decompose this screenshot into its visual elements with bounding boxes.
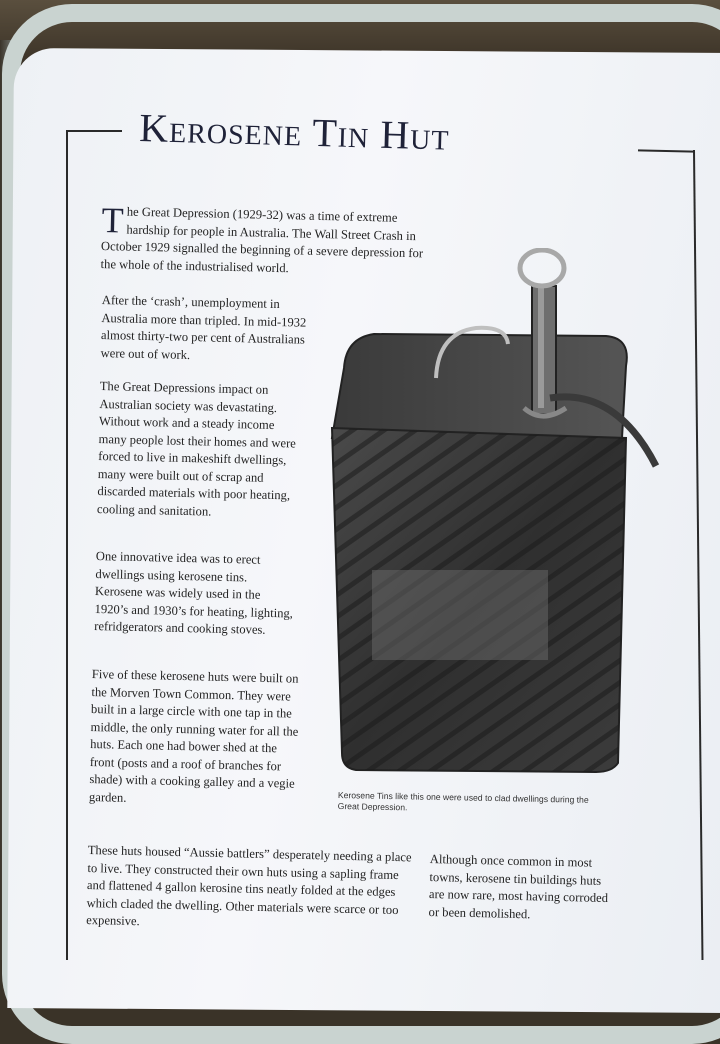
photo-caption: Kerosene Tins like this one were used to clad dwellings during the Great Depression.: [337, 790, 589, 813]
paragraph-kerosene-tins: One innovative idea was to erect dwellings using kerosene tins. Kerosene was widely used in the 1920’s and 1930’s for heating, lighting, refridgerators and cooking stoves.: [94, 548, 294, 637]
border-side-left: [66, 130, 68, 960]
drop-cap: T: [101, 200, 125, 241]
sign-title: Kerosene Tin Hut: [138, 104, 451, 159]
paragraph-intro-text: he Great Depression (1929-32) was a time of extreme hardship for people in Australia. The Wall Street Crash in October 1929 signalled the beginning of a severe depression for the whole of the industrialised world.: [100, 204, 424, 275]
kerosene-tin-photo: [326, 248, 666, 778]
paragraph-impact: The Great Depressions impact on Australian society was devastating. Without work and a steady income many people lost their homes and were forced to live in makeshift dwellings, many were built out of scrap and discarded materials with poor heating, cooling and sanitation.: [96, 378, 296, 519]
paragraph-aussie-battlers: These huts housed “Aussie battlers” desperately needing a place to live. They constructed their own huts using a sapling frame and flattened 4 gallon kerosine tins neatly folded at the edges which claded the dwelling. Other materials were scarce or too expensive.: [86, 842, 412, 929]
paragraph-unemployment: After the ‘crash’, unemployment in Australia more than tripled. In mid-1932 almost thirty-two per cent of Australians were out of work.: [100, 292, 307, 362]
paragraph-morven-huts: Five of these kerosene huts were built on the Morven Town Common. They were built in a large circle with one tap in the middle, the only running water for all the huts. Each one had bower shed at the front (posts and a roof of branches for shade) with a cooking galley and a vegie garden.: [88, 666, 299, 805]
border-rule-left: [66, 130, 122, 132]
paragraph-rare-today: Although once common in most towns, kerosene tin buildings huts are now rare, most having corroded or been demolished.: [428, 851, 609, 921]
